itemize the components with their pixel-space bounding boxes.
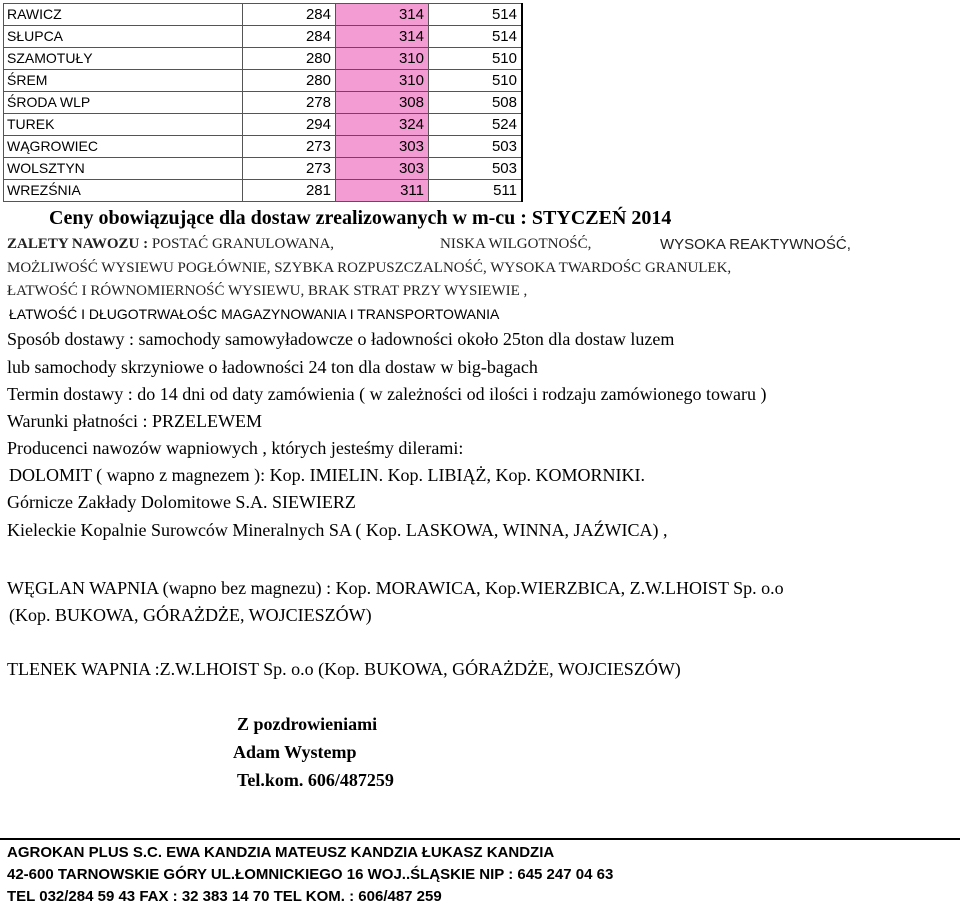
signature-name: Adam Wystemp: [233, 742, 357, 762]
price-table: [3, 3, 523, 202]
info-line-3: Termin dostawy : do 14 dni od daty zamówienia ( w zależności od ilości i rodzaju zamówionego towaru ): [7, 384, 767, 404]
price-cell-2: 303: [336, 158, 429, 180]
city-cell: SŁUPCA: [4, 26, 243, 48]
footer-address: 42-600 TARNOWSKIE GÓRY UL.ŁOMNICKIEGO 16 WOJ..ŚLĄSKIE NIP : 645 247 04 63: [7, 866, 614, 883]
benefits-line-2: MOŻLIWOŚĆ WYSIEWU POGŁÓWNIE, SZYBKA ROZPUSZCZALNOŚĆ, WYSOKA TWARDOŚC GRANULEK,: [7, 260, 732, 276]
city-cell: RAWICZ: [4, 4, 243, 26]
info-line-2: lub samochody skrzyniowe o ładowności 24 ton dla dostaw w big-bagach: [7, 357, 538, 377]
city-cell: WOLSZTYN: [4, 158, 243, 180]
price-cell-1: 280: [243, 48, 336, 70]
price-cell-2: 314: [336, 4, 429, 26]
price-cell-2: 310: [336, 70, 429, 92]
benefits-label: ZALETY NAWOZU :: [7, 236, 149, 252]
price-cell-3: 524: [429, 114, 523, 136]
table-row: [4, 70, 523, 92]
table-row: [4, 114, 523, 136]
table-row: [4, 48, 523, 70]
price-cell-2: 310: [336, 48, 429, 70]
table-row: [4, 4, 523, 26]
city-cell: WĄGROWIEC: [4, 136, 243, 158]
info-line-5: Producenci nawozów wapniowych , których jesteśmy dilerami:: [7, 438, 464, 458]
benefits-line-1: [7, 236, 851, 253]
price-cell-2: 314: [336, 26, 429, 48]
price-cell-2: 324: [336, 114, 429, 136]
price-cell-3: 514: [429, 26, 523, 48]
benefit-reactivity: WYSOKA REAKTYWNOŚĆ,: [660, 236, 851, 253]
table-row: [4, 92, 523, 114]
price-cell-2: 303: [336, 136, 429, 158]
benefit-granular: POSTAĆ GRANULOWANA,: [151, 236, 335, 252]
price-cell-3: 503: [429, 158, 523, 180]
info-line-6: DOLOMIT ( wapno z magnezem ): Kop. IMIELIN. Kop. LIBIĄŻ, Kop. KOMORNIKI.: [9, 465, 646, 485]
signature-greeting: Z pozdrowieniami: [237, 714, 378, 734]
price-cell-3: 510: [429, 70, 523, 92]
price-cell-1: 281: [243, 180, 336, 202]
info-line-9: WĘGLAN WAPNIA (wapno bez magnezu) : Kop. MORAWICA, Kop.WIERZBICA, Z.W.LHOIST Sp. o.o: [7, 578, 784, 598]
price-cell-3: 510: [429, 48, 523, 70]
price-cell-1: 278: [243, 92, 336, 114]
table-row: [4, 26, 523, 48]
info-line-10: (Kop. BUKOWA, GÓRAŻDŻE, WOJCIESZÓW): [9, 605, 372, 625]
price-cell-1: 273: [243, 158, 336, 180]
info-line-11: TLENEK WAPNIA :Z.W.LHOIST Sp. o.o (Kop. BUKOWA, GÓRAŻDŻE, WOJCIESZÓW): [7, 659, 681, 679]
price-cell-1: 284: [243, 4, 336, 26]
table-row: [4, 158, 523, 180]
footer-company: AGROKAN PLUS S.C. EWA KANDZIA MATEUSZ KANDZIA ŁUKASZ KANDZIA: [7, 844, 555, 861]
info-line-4: Warunki płatności : PRZELEWEM: [7, 411, 263, 431]
price-cell-1: 284: [243, 26, 336, 48]
signature-phone: Tel.kom. 606/487259: [237, 770, 394, 790]
price-cell-3: 508: [429, 92, 523, 114]
city-cell: ŚREM: [4, 70, 243, 92]
price-cell-2: 308: [336, 92, 429, 114]
benefit-low-moisture: NISKA WILGOTNOŚĆ,: [440, 236, 592, 252]
price-cell-2: 311: [336, 180, 429, 202]
price-cell-1: 280: [243, 70, 336, 92]
price-cell-1: 294: [243, 114, 336, 136]
table-row: [4, 136, 523, 158]
city-cell: WREZŚNIA: [4, 180, 243, 202]
benefits-line-4: ŁATWOŚĆ I DŁUGOTRWAŁOŚC MAGAZYNOWANIA I TRANSPORTOWANIA: [9, 306, 500, 322]
info-line-8: Kieleckie Kopalnie Surowców Mineralnych SA ( Kop. LASKOWA, WINNA, JAŹWICA) ,: [7, 520, 668, 540]
footer-contact: TEL 032/284 59 43 FAX : 32 383 14 70 TEL KOM. : 606/487 259: [7, 888, 442, 905]
price-cell-3: 514: [429, 4, 523, 26]
city-cell: TUREK: [4, 114, 243, 136]
footer-divider: [0, 838, 960, 840]
info-line-1: Sposób dostawy : samochody samowyładowcze o ładowności około 25ton dla dostaw luzem: [7, 329, 675, 349]
price-cell-1: 273: [243, 136, 336, 158]
price-cell-3: 511: [429, 180, 523, 202]
city-cell: ŚRODA WLP: [4, 92, 243, 114]
price-heading: Ceny obowiązujące dla dostaw zrealizowanych w m-cu : STYCZEŃ 2014: [49, 207, 672, 229]
info-line-7: Górnicze Zakłady Dolomitowe S.A. SIEWIERZ: [7, 492, 356, 512]
price-cell-3: 503: [429, 136, 523, 158]
city-cell: SZAMOTUŁY: [4, 48, 243, 70]
benefits-line-3: ŁATWOŚĆ I RÓWNOMIERNOŚĆ WYSIEWU, BRAK STRAT PRZY WYSIEWIE ,: [7, 283, 528, 299]
table-row: [4, 180, 523, 202]
